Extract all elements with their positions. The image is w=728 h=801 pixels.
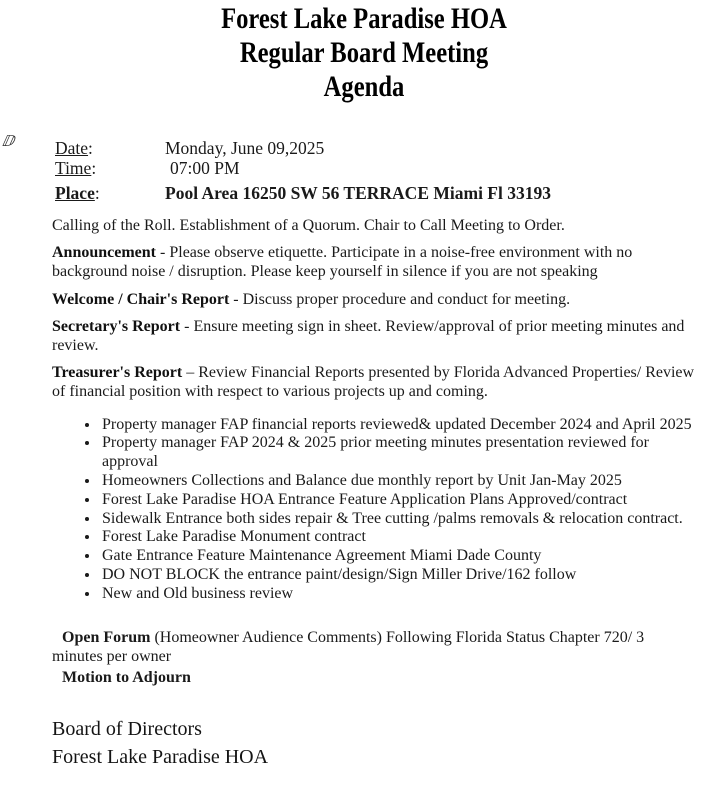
closing-section [52, 628, 698, 688]
colon: : [94, 183, 100, 203]
title-line-2: Regular Board Meeting [239, 36, 489, 69]
list-item: • New and Old business review [100, 585, 697, 604]
list-item: • Property manager FAP 2024 & 2025 prior meeting minutes presentation reviewed for approval [100, 434, 697, 472]
place-label: Place: [55, 183, 100, 203]
title-line-3: Agenda [323, 70, 405, 103]
document-title [0, 0, 728, 104]
section-text: - Discuss proper procedure and conduct for meeting. [229, 290, 571, 308]
date-label: Date: [55, 138, 93, 158]
intro-text: Calling of the Roll. Establishment of a Quorum. Chair to Call Meeting to Order. [52, 217, 565, 234]
annotation-mark-icon: ⅅ [0, 132, 18, 150]
agenda-bullet-list [0, 416, 697, 604]
detail-row-date [55, 138, 728, 158]
open-forum-lead: Open Forum [62, 628, 151, 646]
section-text: - Ensure meeting sign in sheet. Review/approval of prior meeting minutes and review. [52, 317, 685, 355]
list-item: • Forest Lake Paradise Monument contract [100, 528, 697, 547]
section-lead: Treasurer's Report [52, 364, 183, 382]
section-lead: Announcement [52, 244, 157, 262]
list-item: • Gate Entrance Feature Maintenance Agreement Miami Dade County [100, 547, 697, 566]
open-forum-text: (Homeowner Audience Comments) Following Florida Status Chapter 720/ 3 minutes per owner [52, 628, 645, 665]
list-item: • Forest Lake Paradise HOA Entrance Feature Application Plans Approved/contract [100, 491, 697, 510]
section-secretarys-report [52, 317, 698, 355]
list-item: • DO NOT BLOCK the entrance paint/design/Sign Miller Drive/162 follow [100, 566, 697, 585]
agenda-body [52, 216, 698, 402]
detail-row-time [55, 158, 728, 178]
footer-line-2: Forest Lake Paradise HOA [52, 746, 269, 769]
open-forum-paragraph [52, 628, 698, 666]
section-welcome-chairs-report [52, 290, 698, 309]
intro-paragraph [52, 216, 698, 235]
section-announcement [52, 243, 698, 281]
date-value: Monday, June 09,2025 [165, 138, 325, 158]
section-text: - Please observe etiquette. Participate in a noise-free environment with no background noise / disruption. Please keep yourself in silence if you are not speaking [52, 244, 633, 281]
section-text: – Review Financial Reports presented by Florida Advanced Properties/ Review of financial position with respect to various projects up and coming. [52, 364, 695, 401]
section-treasurers-report [52, 363, 698, 401]
motion-to-adjourn: Motion to Adjourn [62, 669, 191, 686]
colon: : [88, 138, 93, 158]
time-label: Time: [55, 158, 97, 178]
place-value: Pool Area 16250 SW 56 TERRACE Miami Fl 33193 [165, 183, 551, 203]
list-item: • Property manager FAP financial reports reviewed& updated December 2024 and April 2025 [100, 416, 697, 435]
meeting-details [55, 138, 728, 204]
time-value: 07:00 PM [170, 158, 240, 178]
title-line-1: Forest Lake Paradise HOA [221, 2, 507, 35]
detail-row-place [55, 183, 728, 204]
list-item: • Homeowners Collections and Balance due monthly report by Unit Jan-May 2025 [100, 472, 697, 491]
colon: : [91, 158, 97, 178]
section-lead: Welcome / Chair's Report [52, 290, 230, 308]
signature-block [52, 715, 728, 771]
section-lead: Secretary's Report [52, 317, 181, 335]
footer-line-1: Board of Directors [52, 718, 202, 741]
list-item: • Sidewalk Entrance both sides repair & Tree cutting /palms removals & relocation contract. [100, 510, 697, 529]
